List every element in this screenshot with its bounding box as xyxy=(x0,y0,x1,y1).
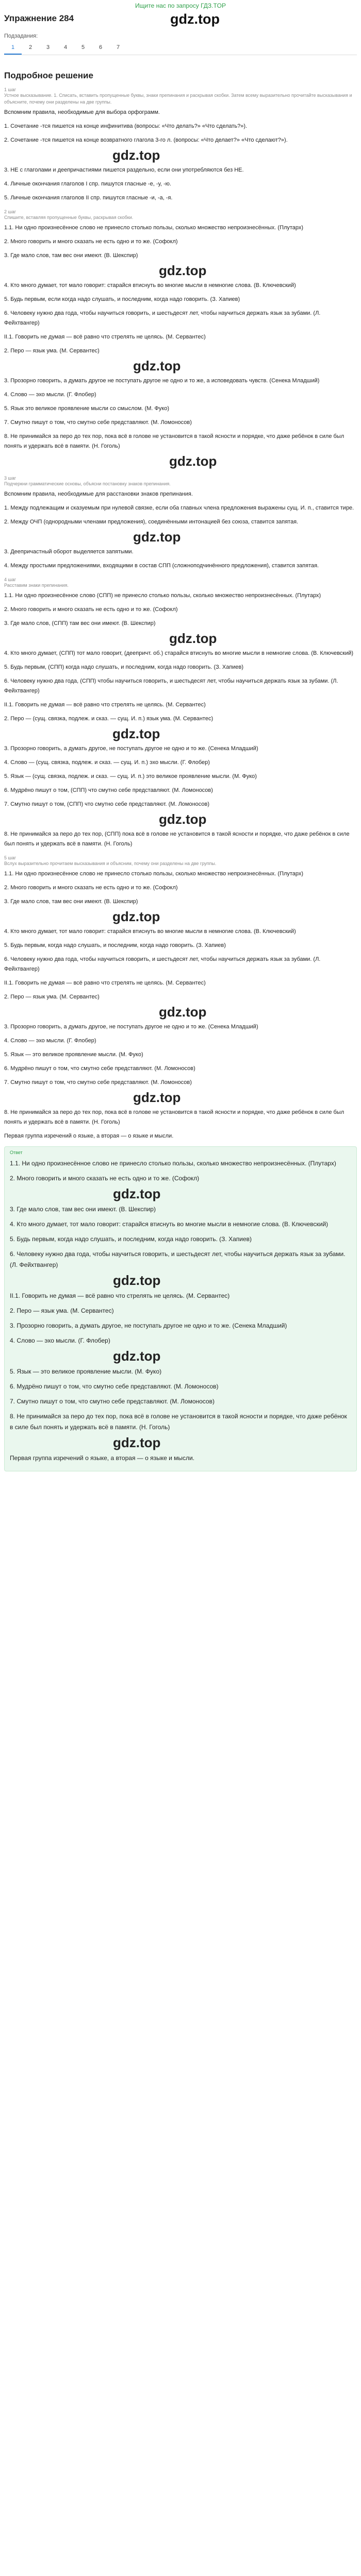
solution-step xyxy=(4,577,357,849)
step-paragraph: 4. Кто много думает, тот мало говорит: старайся втиснуть во многие мысли в немногие слова. (В. Ключевский) xyxy=(4,928,296,935)
answer-paragraph: 4. Кто много думает, тот мало говорит: старайся втиснуть во многие мысли в немногие слова. (В. Ключевский) xyxy=(10,1221,329,1228)
step-paragraph: 2. Между ОЧП (однородными членами предложения), соединёнными интонацией без союза, ставится запятая. xyxy=(4,519,299,525)
step-paragraph: 5. Язык — это великое проявление мысли. (М. Фуко) xyxy=(4,1052,143,1058)
answer-paragraph: 3. Где мало слов, там вес они имеют. (В. Шекспир) xyxy=(10,1206,156,1213)
step-paragraph: 4. Слово — (сущ. связка, подлеж. и сказ. — сущ. И. п.) эхо мысли. (Г. Флобер) xyxy=(4,759,210,766)
step-paragraph: 2. Много говорить и много сказать не есть одно и то же. (Софокл) xyxy=(4,606,178,613)
step-paragraph: 2. Перо — язык ума. (М. Сервантес) xyxy=(4,994,100,1000)
step-paragraph: 4. Слово — эхо мысли. (Г. Флобер) xyxy=(4,1038,96,1044)
answer-label: Ответ xyxy=(10,1150,23,1155)
title-row xyxy=(0,10,361,33)
step-paragraph: Вспомним правила, необходимые для расстановки знаков препинания. xyxy=(4,491,193,497)
step-label: 2 шаг xyxy=(4,209,17,214)
solution-step xyxy=(4,87,357,203)
step-paragraph: 8. Не принимайся за перо до тех пор, (СПП) пока всё в голове не установится в такой ясности и порядке, что даже ребёнок в силе был понять и удержать всё в памяти. (Н. Гоголь) xyxy=(4,831,350,847)
watermark: gdz.top xyxy=(112,147,160,163)
step-paragraph: II.1. Говорить не думая — всё равно что стрелять не целясь. (М. Сервантес) xyxy=(4,334,206,340)
step-paragraph: 6. Человеку нужно два года, чтобы научиться говорить, и шестьдесят лет, чтобы научиться держать язык за зубами. (Л. Фейхтвангер) xyxy=(4,310,321,326)
watermark: gdz.top xyxy=(170,11,220,27)
answer-paragraph: 6. Человеку нужно два года, чтобы научиться говорить, и шестьдесят лет, чтобы научиться держать язык за зубами. (Л. Фейхтвангер) xyxy=(10,1250,346,1268)
step-paragraph: 5. Язык это великое проявление мысли со смыслом. (М. Фуко) xyxy=(4,405,170,412)
step-paragraph: 3. Где мало слов, (СПП) там вес они имеют. (В. Шекспир) xyxy=(4,620,156,626)
answer-paragraph: 3. Прозорно говорить, а думать другое, не поступать другое не одно и то же. (Сенека Младший) xyxy=(10,1322,287,1329)
solution-step xyxy=(4,209,357,469)
watermark: gdz.top xyxy=(113,1273,161,1288)
step-paragraph: 6. Мудрёно пишут о том, что смутно себе представляют. (М. Ломоносов) xyxy=(4,1065,195,1072)
step-paragraph: 1.1. Ни одно произнесённое слово не принесло столько пользы, сколько множество непроизнесённых. (Плутарх) xyxy=(4,871,304,877)
step-paragraph: 7. Смутно пишут о том, (СПП) что смутно себе представляют. (М. Ломоносов) xyxy=(4,801,210,807)
step-description: Спишите, вставляя пропущенные буквы, раскрывая скобки. xyxy=(4,215,134,220)
step-paragraph: 3. Прозорно говорить, а думать другое не поступать другое не одно и то же, а исповедовать чувств. (Сенека Младший) xyxy=(4,378,320,384)
watermark: gdz.top xyxy=(133,529,181,545)
solution-step xyxy=(4,855,357,1141)
step-paragraph: 2. Много говорить и много сказать не есть одно и то же. (Софокл) xyxy=(4,885,178,891)
step-paragraph: 2. Много говорить и много сказать не есть одно и то же. (Софокл) xyxy=(4,239,178,245)
step-paragraph: 5. Будь первым, (СПП) когда надо слушать, и последним, когда надо говорить. (З. Хапиев) xyxy=(4,664,244,670)
step-paragraph: 3. Прозорно говорить, а думать другое, не поступать другое не одно и то же. (Сенека Младший) xyxy=(4,745,258,752)
step-paragraph: 8. Не принимайся за перо до тех пор, пока всё в голове не установится в такой ясности и порядке, что даже ребёнок в силе был понять и удержать всё в памяти. (Н. Гоголь) xyxy=(4,433,344,449)
watermark: gdz.top xyxy=(113,1348,161,1364)
step-paragraph: 5. Будь первым, когда надо слушать, и последним, когда надо говорить. (З. Хапиев) xyxy=(4,942,226,948)
step-paragraph: Первая группа изречений о языке, а вторая — о языке и мысли. xyxy=(4,1133,174,1139)
step-paragraph: 6. Человеку нужно два года, чтобы научиться говорить, и шестьдесят лет, чтобы научиться держать язык за зубами. (Л. Фейхтвангер) xyxy=(4,956,321,972)
step-paragraph: 8. Не принимайся за перо до тех пор, пока всё в голове не установится в такой ясности и порядке, что даже ребёнок в силе был понять и удержать всё в памяти. (Н. Гоголь) xyxy=(4,1109,344,1125)
step-paragraph: 4. Личные окончания глаголов I спр. пишутся гласные -е, -у, -ю. xyxy=(4,181,171,187)
step-paragraph: 5. Личные окончания глаголов II спр. пишутся гласные -и, -а, -я. xyxy=(4,195,173,201)
search-hint: Ищите нас по запросу ГДЗ.TOP xyxy=(135,2,226,9)
step-paragraph: 5. Будь первым, если когда надо слушать, и последним, когда надо говорить. (З. Хапиев) xyxy=(4,296,240,302)
subtasks-label: Подзадания: xyxy=(4,33,38,39)
step-paragraph: 4. Слово — эхо мысли. (Г. Флобер) xyxy=(4,392,96,398)
step-paragraph: 6. Мудрёно пишут о том, (СПП) что смутно себе представляют. (М. Ломоносов) xyxy=(4,787,213,793)
step-paragraph: 6. Человеку нужно два года, (СПП) чтобы научиться говорить, и шестьдесят лет, чтобы научиться держать язык за зубами. (Л. Фейхтвангер) xyxy=(4,678,338,694)
solution-step xyxy=(4,476,357,571)
step-paragraph: 4. Кто много думает, тот мало говорит: старайся втиснуть во многие мысли в немногие слова. (В. Ключевский) xyxy=(4,282,296,289)
step-paragraph: Вспомним правила, необходимые для выбора орфограмм. xyxy=(4,109,160,115)
step-label: 5 шаг xyxy=(4,855,17,860)
step-paragraph: 3. Прозорно говорить, а думать другое, не поступать другое не одно и то же. (Сенека Младший) xyxy=(4,1024,258,1030)
answer-paragraph: II.1. Говорить не думая — всё равно что стрелять не целясь. (М. Сервантес) xyxy=(10,1292,230,1299)
step-paragraph: 3. Где мало слов, там вес они имеют. (В. Шекспир) xyxy=(4,899,138,905)
page-title: Упражнение 284 xyxy=(4,13,74,23)
step-paragraph: 4. Кто много думает, (СПП) тот мало говорит, (деепричт. об.) старайся втиснуть во многие мысли в немногие слова. (В. Ключевский) xyxy=(4,650,354,656)
step-paragraph: 2. Сочетание -тся пишется на конце возвратного глагола 3-го л. (вопросы: «Что делает?» «Что сделают?»). xyxy=(4,137,288,143)
step-paragraph: 3. Где мало слов, там вес они имеют. (В. Шекспир) xyxy=(4,252,138,259)
step-label: 3 шаг xyxy=(4,476,17,481)
step-paragraph: 1. Сочетание -тся пишется на конце инфинитива (вопросы: «Что делать?» «Что сделать?»). xyxy=(4,123,248,129)
answer-paragraph: 7. Смутно пишут о том, что смутно себе представляют. (М. Ломоносов) xyxy=(10,1398,215,1405)
tab-subtask-3[interactable]: 3 xyxy=(46,44,50,50)
answer-paragraph: 6. Мудрёно пишут о том, что смутно себе представляют. (М. Ломоносов) xyxy=(10,1383,219,1390)
answer-paragraph: 2. Много говорить и много сказать не есть одно и то же. (Софокл) xyxy=(10,1175,200,1182)
solution-title: Подробное решение xyxy=(4,71,93,80)
answer-paragraph: Первая группа изречений о языке, а вторая — о языке и мысли. xyxy=(10,1454,195,1462)
tab-subtask-6[interactable]: 6 xyxy=(99,44,103,50)
answer-paragraph: 5. Язык — это великое проявление мысли. (М. Фуко) xyxy=(10,1368,162,1375)
watermark: gdz.top xyxy=(169,631,217,646)
tab-subtask-2[interactable]: 2 xyxy=(28,44,32,50)
tab-subtask-1[interactable]: 1 xyxy=(4,41,22,55)
step-paragraph: 2. Перо — (сущ. связка, подлеж. и сказ. — сущ. И. п.) язык ума. (М. Сервантес) xyxy=(4,716,214,722)
step-description: Подчеркни грамматические основы, объясни постановку знаков препинания. xyxy=(4,481,171,486)
step-paragraph: 3. Деепричастный оборот выделяется запятыми. xyxy=(4,549,134,555)
watermark: gdz.top xyxy=(113,1435,161,1450)
subtask-tabs xyxy=(4,41,357,55)
step-paragraph: 7. Смутно пишут о том, что смутно себе представляют. (М. Ломоносов) xyxy=(4,1079,192,1086)
watermark: gdz.top xyxy=(133,358,181,374)
step-paragraph: 1.1. Ни одно произнесённое слово не принесло столько пользы, сколько множество непроизнесённых. (Плутарх) xyxy=(4,225,304,231)
step-paragraph: 4. Между простыми предложениями, входящими в состав СПП (сложноподчинённого предложения), ставится запятая. xyxy=(4,563,319,569)
answer-box xyxy=(4,1146,357,1471)
watermark: gdz.top xyxy=(113,1186,161,1201)
watermark: gdz.top xyxy=(133,1090,181,1105)
step-paragraph: 1.1. Ни одно произнесённое слово (СПП) не принесло столько пользы, сколько множество непроизнесённых. (Плутарх) xyxy=(4,592,321,599)
watermark: gdz.top xyxy=(159,263,207,278)
watermark: gdz.top xyxy=(159,1004,207,1020)
answer-paragraph: 4. Слово — эхо мысли. (Г. Флобер) xyxy=(10,1337,110,1344)
watermark: gdz.top xyxy=(159,811,207,827)
step-paragraph: 7. Смутно пишут о том, что смутно себе представляют. (М. Ломоносов) xyxy=(4,419,192,426)
step-description: Устное высказывание. 1. Списать, вставить пропущенные буквы, знаки препинания и раскрывая скобки. Затем всему выразительно прочитайте высказывания и объясните, почему они разделены на две группы. xyxy=(4,93,352,105)
step-paragraph: 3. НЕ с глаголами и деепричастиями пишется раздельно, если они употребляются без НЕ. xyxy=(4,167,244,173)
answer-paragraph: 2. Перо — язык ума. (М. Сервантес) xyxy=(10,1307,114,1314)
answer-paragraph: 8. Не принимайся за перо до тех пор, пока всё в голове не установится в такой ясности и порядке, что даже ребёнок в силе был понять и удержать всё в памяти. (Н. Гоголь) xyxy=(10,1413,347,1431)
step-paragraph: II.1. Говорить не думая — всё равно что стрелять не целясь. (М. Сервантес) xyxy=(4,980,206,986)
answer-content xyxy=(10,1158,351,1464)
step-paragraph: 5. Язык — (сущ. связка, подлеж. и сказ. — сущ. И. п.) это великое проявление мысли. (М. Фуко) xyxy=(4,773,257,779)
step-label: 1 шаг xyxy=(4,87,17,92)
answer-paragraph: 1.1. Ни одно произнесённое слово не принесло столько пользы, сколько множество непроизнесённых. (Плутарх) xyxy=(10,1160,336,1167)
step-paragraph: II.1. Говорить не думая — всё равно что стрелять не целясь. (М. Сервантес) xyxy=(4,702,206,708)
watermark: gdz.top xyxy=(112,726,160,741)
step-label: 4 шаг xyxy=(4,577,17,582)
tab-subtask-7[interactable]: 7 xyxy=(116,44,120,50)
step-description: Расставим знаки препинания. xyxy=(4,583,69,588)
step-paragraph: 2. Перо — язык ума. (М. Сервантес) xyxy=(4,348,100,354)
tab-subtask-5[interactable]: 5 xyxy=(81,44,85,50)
watermark: gdz.top xyxy=(169,453,217,469)
solution-steps xyxy=(0,87,361,1141)
step-description: Вслух выразительно прочитаем высказывания и объясним, почему они разделены на две группы. xyxy=(4,861,217,866)
answer-paragraph: 5. Будь первым, когда надо слушать, и последним, когда надо говорить. (З. Хапиев) xyxy=(10,1235,252,1243)
step-paragraph: 1. Между подлежащим и сказуемым при нулевой связке, если оба главных члена предложения выражены сущ. И. п., ставится тире. xyxy=(4,505,354,511)
watermark: gdz.top xyxy=(112,909,160,924)
tab-subtask-4[interactable]: 4 xyxy=(63,44,68,50)
